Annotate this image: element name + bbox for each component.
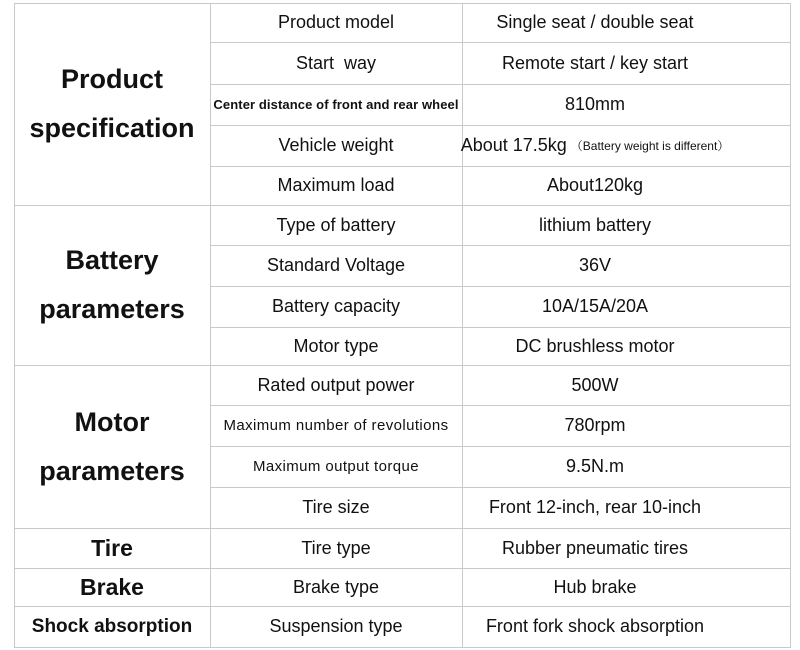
table-row <box>210 245 790 286</box>
param-label: Tire type <box>301 537 371 558</box>
param-value: Rubber pneumatic tires <box>501 537 689 558</box>
param-value: About 17.5kg <box>460 135 567 155</box>
category-label: Battery <box>65 245 159 275</box>
param-value-with-note <box>462 125 728 166</box>
table-row <box>210 166 790 205</box>
param-label: Maximum load <box>277 175 395 195</box>
category-label: parameters <box>39 294 185 324</box>
table-row <box>210 487 790 528</box>
param-value: 810mm <box>564 94 626 114</box>
table-row <box>210 606 790 647</box>
table-row <box>210 568 790 606</box>
category-label: Shock absorption <box>31 616 193 637</box>
category-label: parameters <box>39 455 185 486</box>
category-label: specification <box>29 113 195 143</box>
table-row <box>210 365 790 405</box>
param-value: lithium battery <box>538 214 652 235</box>
category-brake <box>14 568 210 606</box>
param-label: Brake type <box>292 576 380 597</box>
param-label: Maximum output torque <box>253 458 419 475</box>
category-tire <box>14 528 210 568</box>
category-battery-parameters <box>14 205 210 365</box>
param-label: Motor type <box>293 335 379 356</box>
param-label: Maximum number of revolutions <box>223 417 449 434</box>
category-product-specification <box>14 3 210 205</box>
param-label: Suspension type <box>269 616 403 636</box>
param-label: Standard Voltage <box>266 255 406 275</box>
param-label: Tire size <box>302 497 370 517</box>
table-row <box>210 42 790 84</box>
param-label: Product model <box>277 12 395 32</box>
param-value: Remote start / key start <box>501 52 689 73</box>
divider <box>14 647 790 648</box>
table-row <box>210 125 790 166</box>
table-row <box>210 205 790 245</box>
param-label: Vehicle weight <box>278 135 394 155</box>
table-row <box>210 286 790 327</box>
param-label: Rated output power <box>257 374 415 395</box>
param-value: Hub brake <box>553 576 637 597</box>
table-row <box>210 446 790 487</box>
category-shock-absorption <box>14 606 210 647</box>
category-label: Product <box>60 64 163 94</box>
param-value: About120kg <box>546 175 644 195</box>
param-label: Battery capacity <box>271 296 401 316</box>
param-value: DC brushless motor <box>515 335 675 356</box>
divider <box>790 3 791 648</box>
category-label: Tire <box>91 534 133 561</box>
param-note: （Battery weight is different） <box>570 139 730 153</box>
table-row <box>210 3 790 42</box>
category-label: Brake <box>80 573 144 600</box>
param-value: 500W <box>571 374 619 395</box>
table-row <box>210 528 790 568</box>
param-value: Front fork shock absorption <box>485 616 705 636</box>
param-value: 36V <box>578 255 612 275</box>
param-value: Front 12-inch, rear 10-inch <box>488 497 702 517</box>
param-value: Single seat / double seat <box>496 12 694 32</box>
param-value: 780rpm <box>564 415 626 435</box>
category-label: Motor <box>74 406 150 437</box>
param-label: Start way <box>295 52 377 73</box>
table-row <box>210 327 790 365</box>
param-label: Type of battery <box>276 214 396 235</box>
category-motor-parameters <box>14 365 210 528</box>
param-value: 10A/15A/20A <box>541 296 649 316</box>
param-label: Center distance of front and rear wheel <box>213 97 459 112</box>
table-row <box>210 405 790 446</box>
param-value: 9.5N.m <box>565 456 625 476</box>
table-row <box>210 84 790 125</box>
